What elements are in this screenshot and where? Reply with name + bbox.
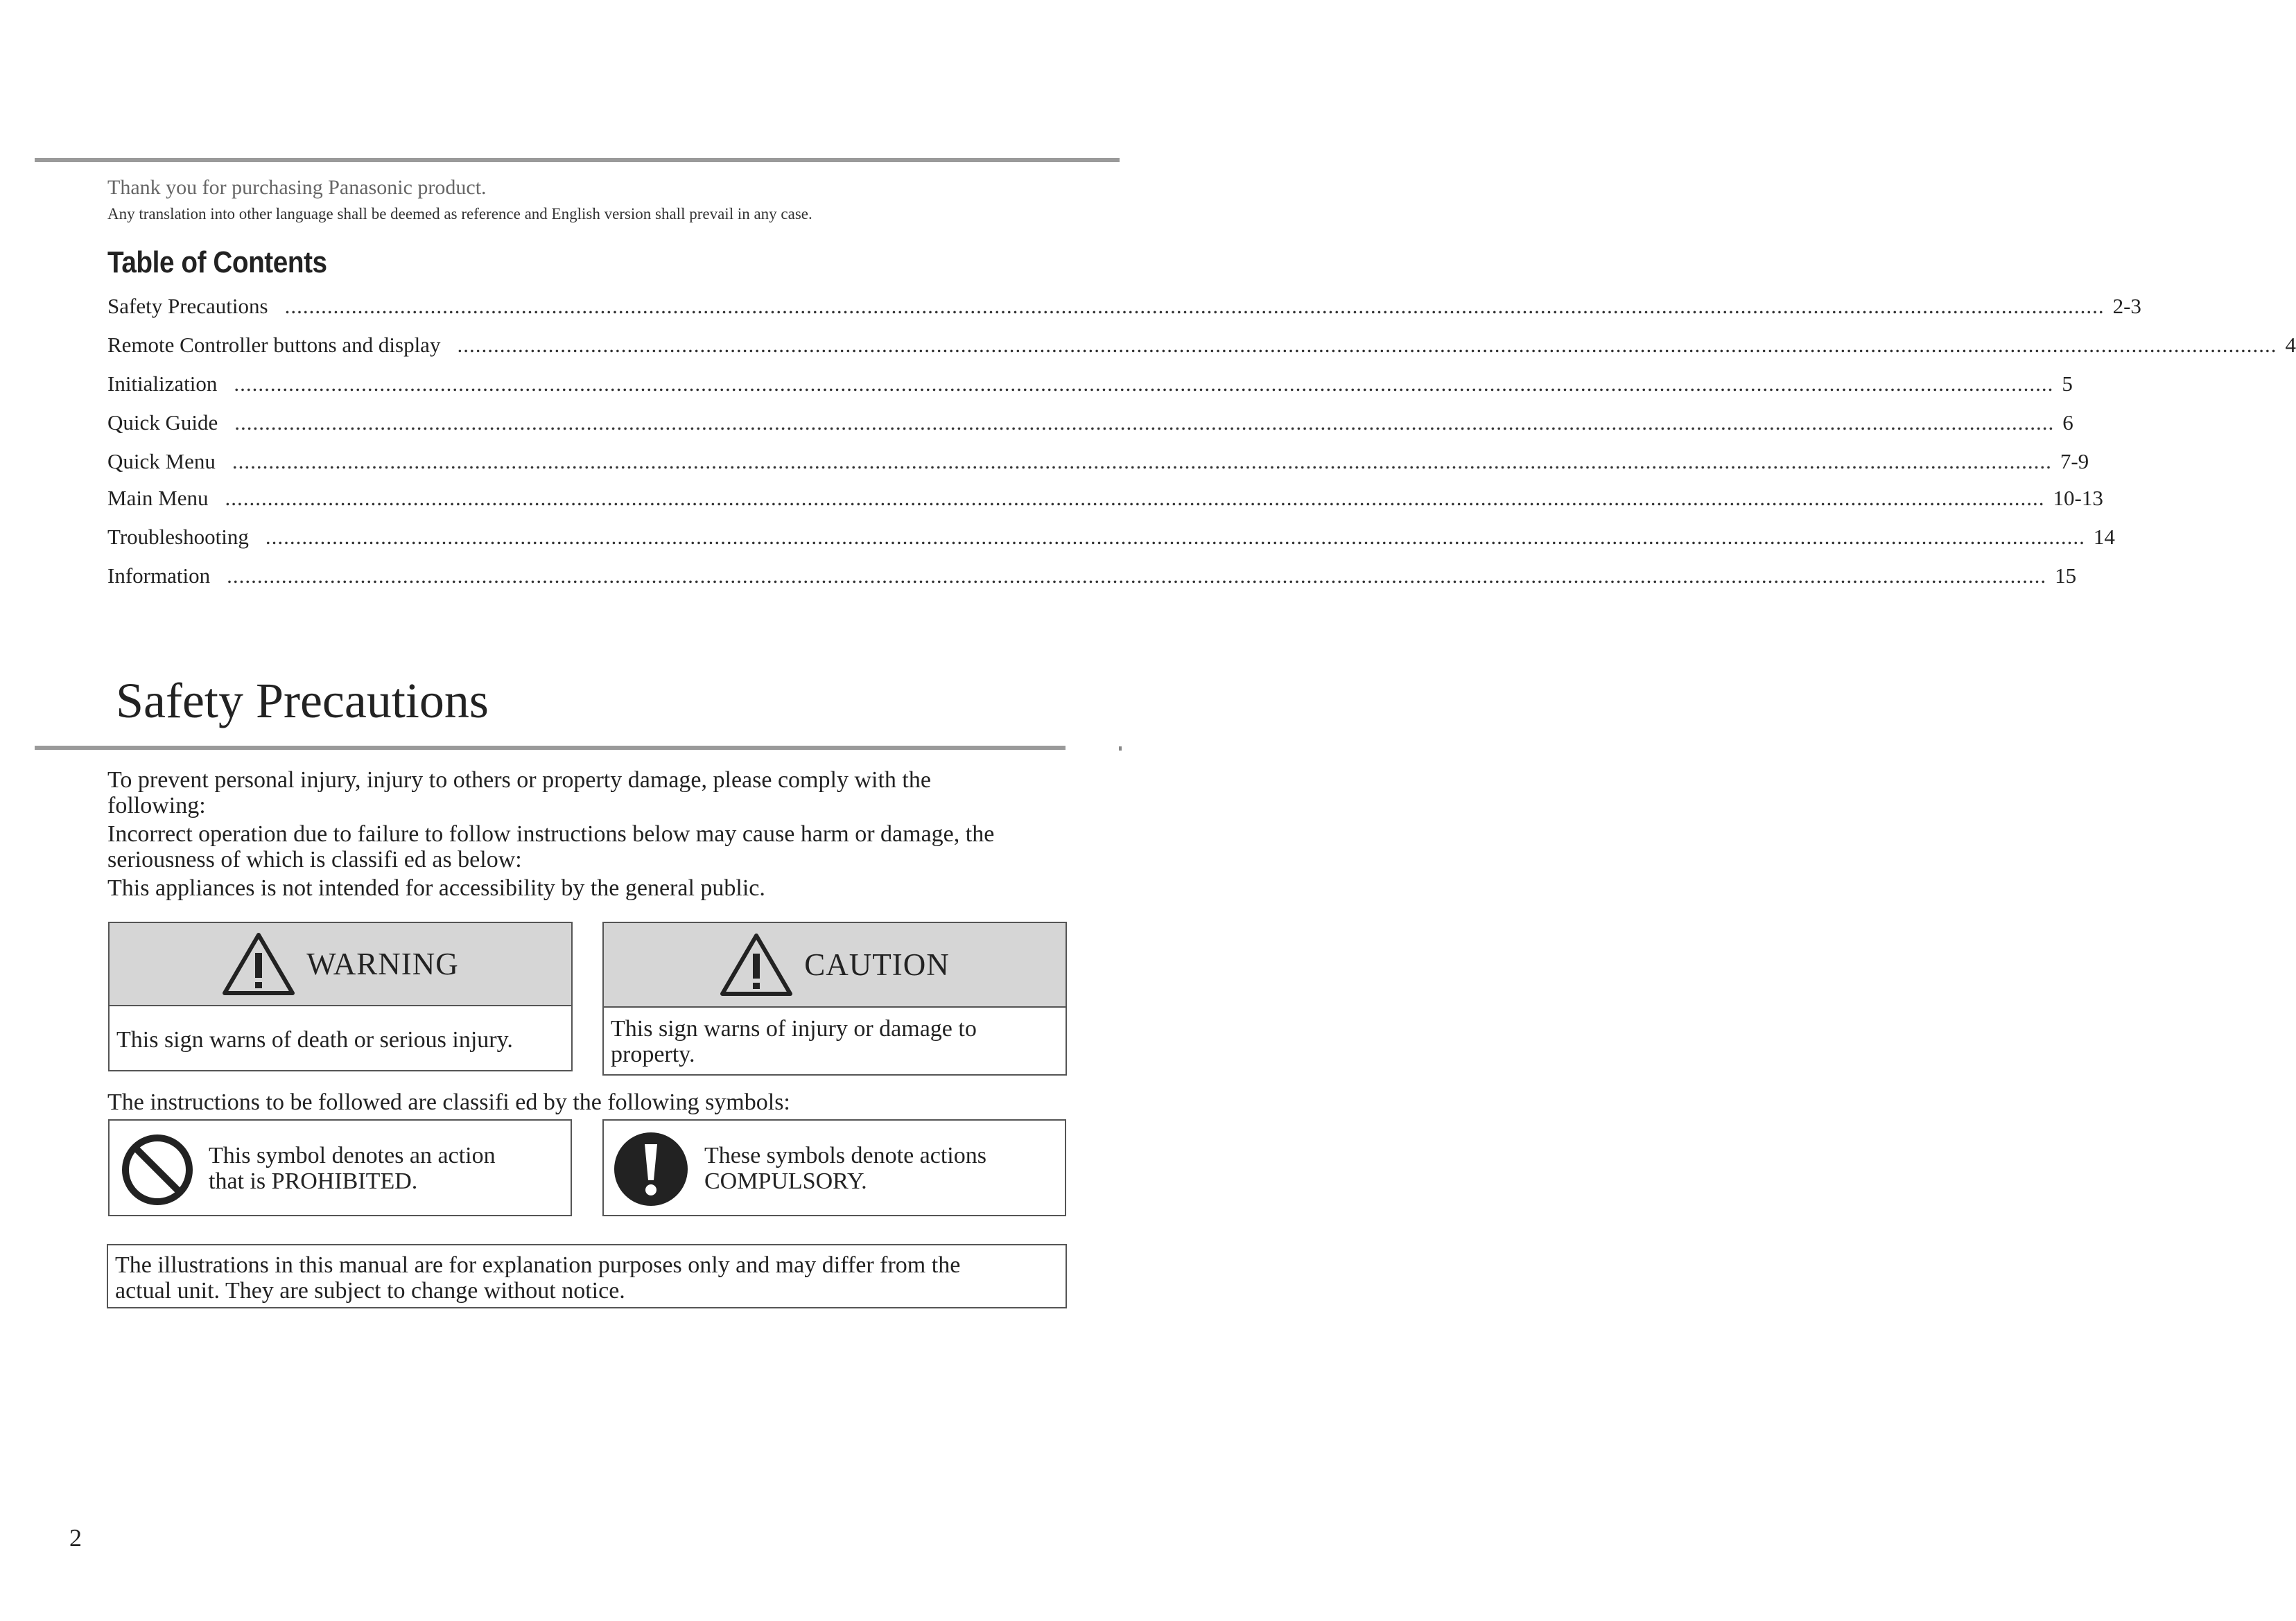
- caution-box: [602, 922, 1067, 1076]
- toc-item-page: 2-3: [2112, 294, 2141, 318]
- toc-item: [107, 371, 2073, 399]
- prohibited-line-1: This symbol denotes an action: [209, 1143, 496, 1168]
- toc-item-page: 15: [2055, 563, 2077, 588]
- safety-para-1: To prevent personal injury, injury to others or property damage, please comply with the following:: [107, 767, 931, 818]
- warning-header: [110, 923, 571, 1006]
- toc-item-page: 10-13: [2053, 486, 2103, 510]
- toc-item-label: Quick Menu: [107, 449, 216, 473]
- warning-box: [108, 922, 573, 1071]
- toc-item-page: 14: [2093, 525, 2115, 549]
- caution-text: This sign warns of injury or damage to property.: [611, 1016, 977, 1067]
- toc-leader-dots: ............................................................................................................................................................................................................................................................................................................: [225, 486, 2045, 510]
- toc-item: [107, 333, 2296, 360]
- intro-thanks: Thank you for purchasing Panasonic product.: [107, 176, 487, 199]
- toc-title: Table of Contents: [107, 245, 327, 279]
- warning-triangle-icon: [720, 933, 793, 997]
- illustration-note-box: [107, 1244, 1067, 1308]
- toc-leader-dots: ............................................................................................................................................................................................................................................................................................................: [227, 563, 2047, 588]
- warning-text: This sign warns of death or serious injury.: [116, 1027, 513, 1053]
- page-number: 2: [69, 1524, 82, 1552]
- warning-label: WARNING: [306, 947, 459, 981]
- toc-item-label: Safety Precautions: [107, 294, 268, 318]
- safety-title: Safety Precautions: [116, 673, 489, 728]
- caution-label: CAUTION: [804, 947, 950, 982]
- toc-leader-dots: ............................................................................................................................................................................................................................................................................................................: [234, 410, 2055, 435]
- toc-item-page: 4: [2285, 333, 2296, 357]
- toc-leader-dots: ............................................................................................................................................................................................................................................................................................................: [232, 449, 2052, 473]
- toc-item-label: Information: [107, 563, 211, 588]
- toc-item-page: 7-9: [2060, 449, 2089, 473]
- safety-para-2: Incorrect operation due to failure to follow instructions below may cause harm or damage, the seriousness of which is classifi ed as below:: [107, 821, 995, 873]
- toc-item-label: Quick Guide: [107, 410, 218, 435]
- toc-leader-dots: ............................................................................................................................................................................................................................................................................................................: [457, 333, 2277, 357]
- toc-leader-dots: ............................................................................................................................................................................................................................................................................................................: [265, 525, 2085, 549]
- toc-item-label: Main Menu: [107, 486, 209, 510]
- toc-item: [107, 449, 2089, 477]
- toc-item: [107, 486, 2103, 514]
- prohibited-box: [108, 1119, 572, 1216]
- toc-item-label: Remote Controller buttons and display: [107, 333, 441, 357]
- safety-para-3: This appliances is not intended for accessibility by the general public.: [107, 875, 765, 901]
- toc-item: [107, 525, 2115, 552]
- toc-item: [107, 294, 2141, 322]
- prohibited-line-2: that is PROHIBITED.: [209, 1168, 418, 1194]
- toc-leader-dots: ............................................................................................................................................................................................................................................................................................................: [234, 371, 2054, 396]
- symbols-intro: The instructions to be followed are classifi ed by the following symbols:: [107, 1089, 790, 1115]
- safety-rule: [35, 746, 1066, 750]
- toc-item-label: Initialization: [107, 371, 218, 396]
- prohibited-icon: [121, 1133, 194, 1207]
- toc-leader-dots: ............................................................................................................................................................................................................................................................................................................: [284, 294, 2105, 318]
- illustration-note: The illustrations in this manual are for explanation purposes only and may differ from the actual unit. They are subject to change without notice.: [115, 1252, 961, 1304]
- compulsory-text: [704, 1143, 986, 1194]
- toc-item: [107, 563, 2077, 591]
- toc-item: [107, 410, 2073, 438]
- edge-mark: [1119, 746, 1122, 751]
- toc-item-label: Troubleshooting: [107, 525, 249, 549]
- toc-item-page: 6: [2062, 410, 2073, 435]
- top-rule: [35, 158, 1120, 162]
- caution-header: [604, 923, 1066, 1008]
- exclamation-circle-icon: [614, 1132, 688, 1207]
- toc-item-page: 5: [2062, 371, 2073, 396]
- intro-translation-note: Any translation into other language shall be deemed as reference and English version shall prevail in any case.: [107, 205, 812, 222]
- prohibited-text: [209, 1143, 496, 1194]
- compulsory-line-1: These symbols denote actions: [704, 1143, 986, 1168]
- compulsory-box: [602, 1119, 1066, 1216]
- compulsory-line-2: COMPULSORY.: [704, 1168, 867, 1194]
- warning-triangle-icon: [222, 932, 295, 996]
